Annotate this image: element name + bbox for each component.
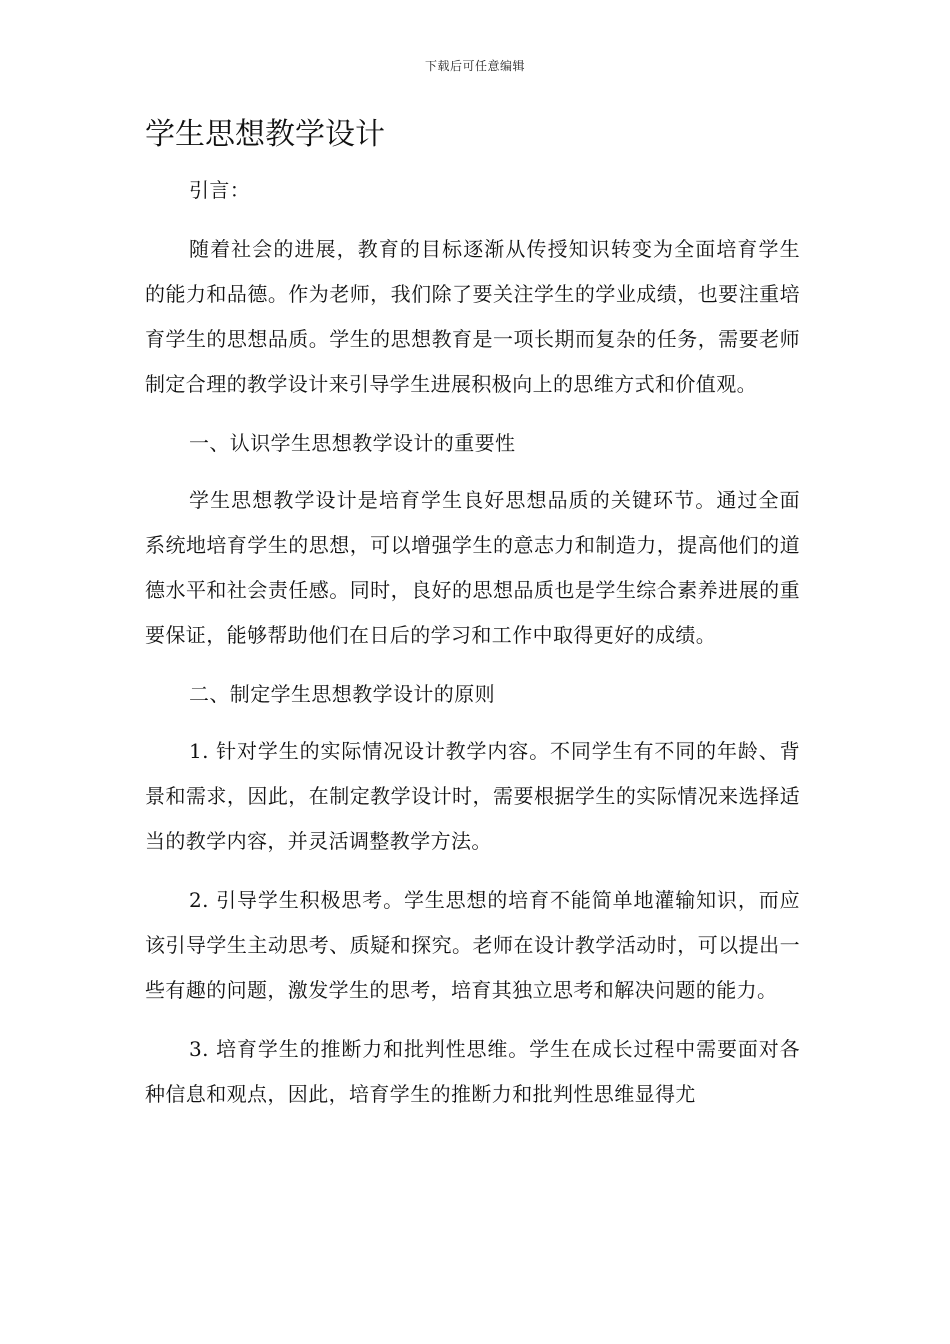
principle-item-2: 2. 引导学生积极思考。学生思想的培育不能简单地灌输知识，而应该引导学生主动思考、质疑和探究。老师在设计教学活动时，可以提出一些有趣的问题，激发学生的思考，培育其独立思考和解决问题的能力。 <box>145 888 800 1002</box>
principle-item-3: 3. 培育学生的推断力和批判性思维。学生在成长过程中需要面对各种信息和观点，因此，培育学生的推断力和批判性思维显得尤 <box>145 1037 800 1106</box>
principle-item-1: 1. 针对学生的实际情况设计教学内容。不同学生有不同的年龄、背景和需求，因此，在制定教学设计时，需要根据学生的实际情况来选择适当的教学内容，并灵活调整教学方法。 <box>145 739 800 853</box>
importance-paragraph: 学生思想教学设计是培育学生良好思想品质的关键环节。通过全面系统地培育学生的思想，可以增强学生的意志力和制造力，提高他们的道德水平和社会责任感。同时，良好的思想品质也是学生综合素养进展的重要保证，能够帮助他们在日后的学习和工作中取得更好的成绩。 <box>145 488 800 647</box>
intro-paragraph: 随着社会的进展，教育的目标逐渐从传授知识转变为全面培育学生的能力和品德。作为老师，我们除了要关注学生的学业成绩，也要注重培育学生的思想品质。学生的思想教育是一项长期而复杂的任务，需要老师制定合理的教学设计来引导学生进展积极向上的思维方式和价值观。 <box>145 237 800 396</box>
intro-label: 引言： <box>189 178 251 202</box>
header-note: 下载后可任意编辑 <box>424 59 525 73</box>
section-heading-importance: 一、认识学生思想教学设计的重要性 <box>189 431 516 455</box>
document-body <box>145 168 800 1131</box>
document-title: 学生思想教学设计 <box>145 117 385 152</box>
section-heading-principles: 二、制定学生思想教学设计的原则 <box>189 682 495 706</box>
